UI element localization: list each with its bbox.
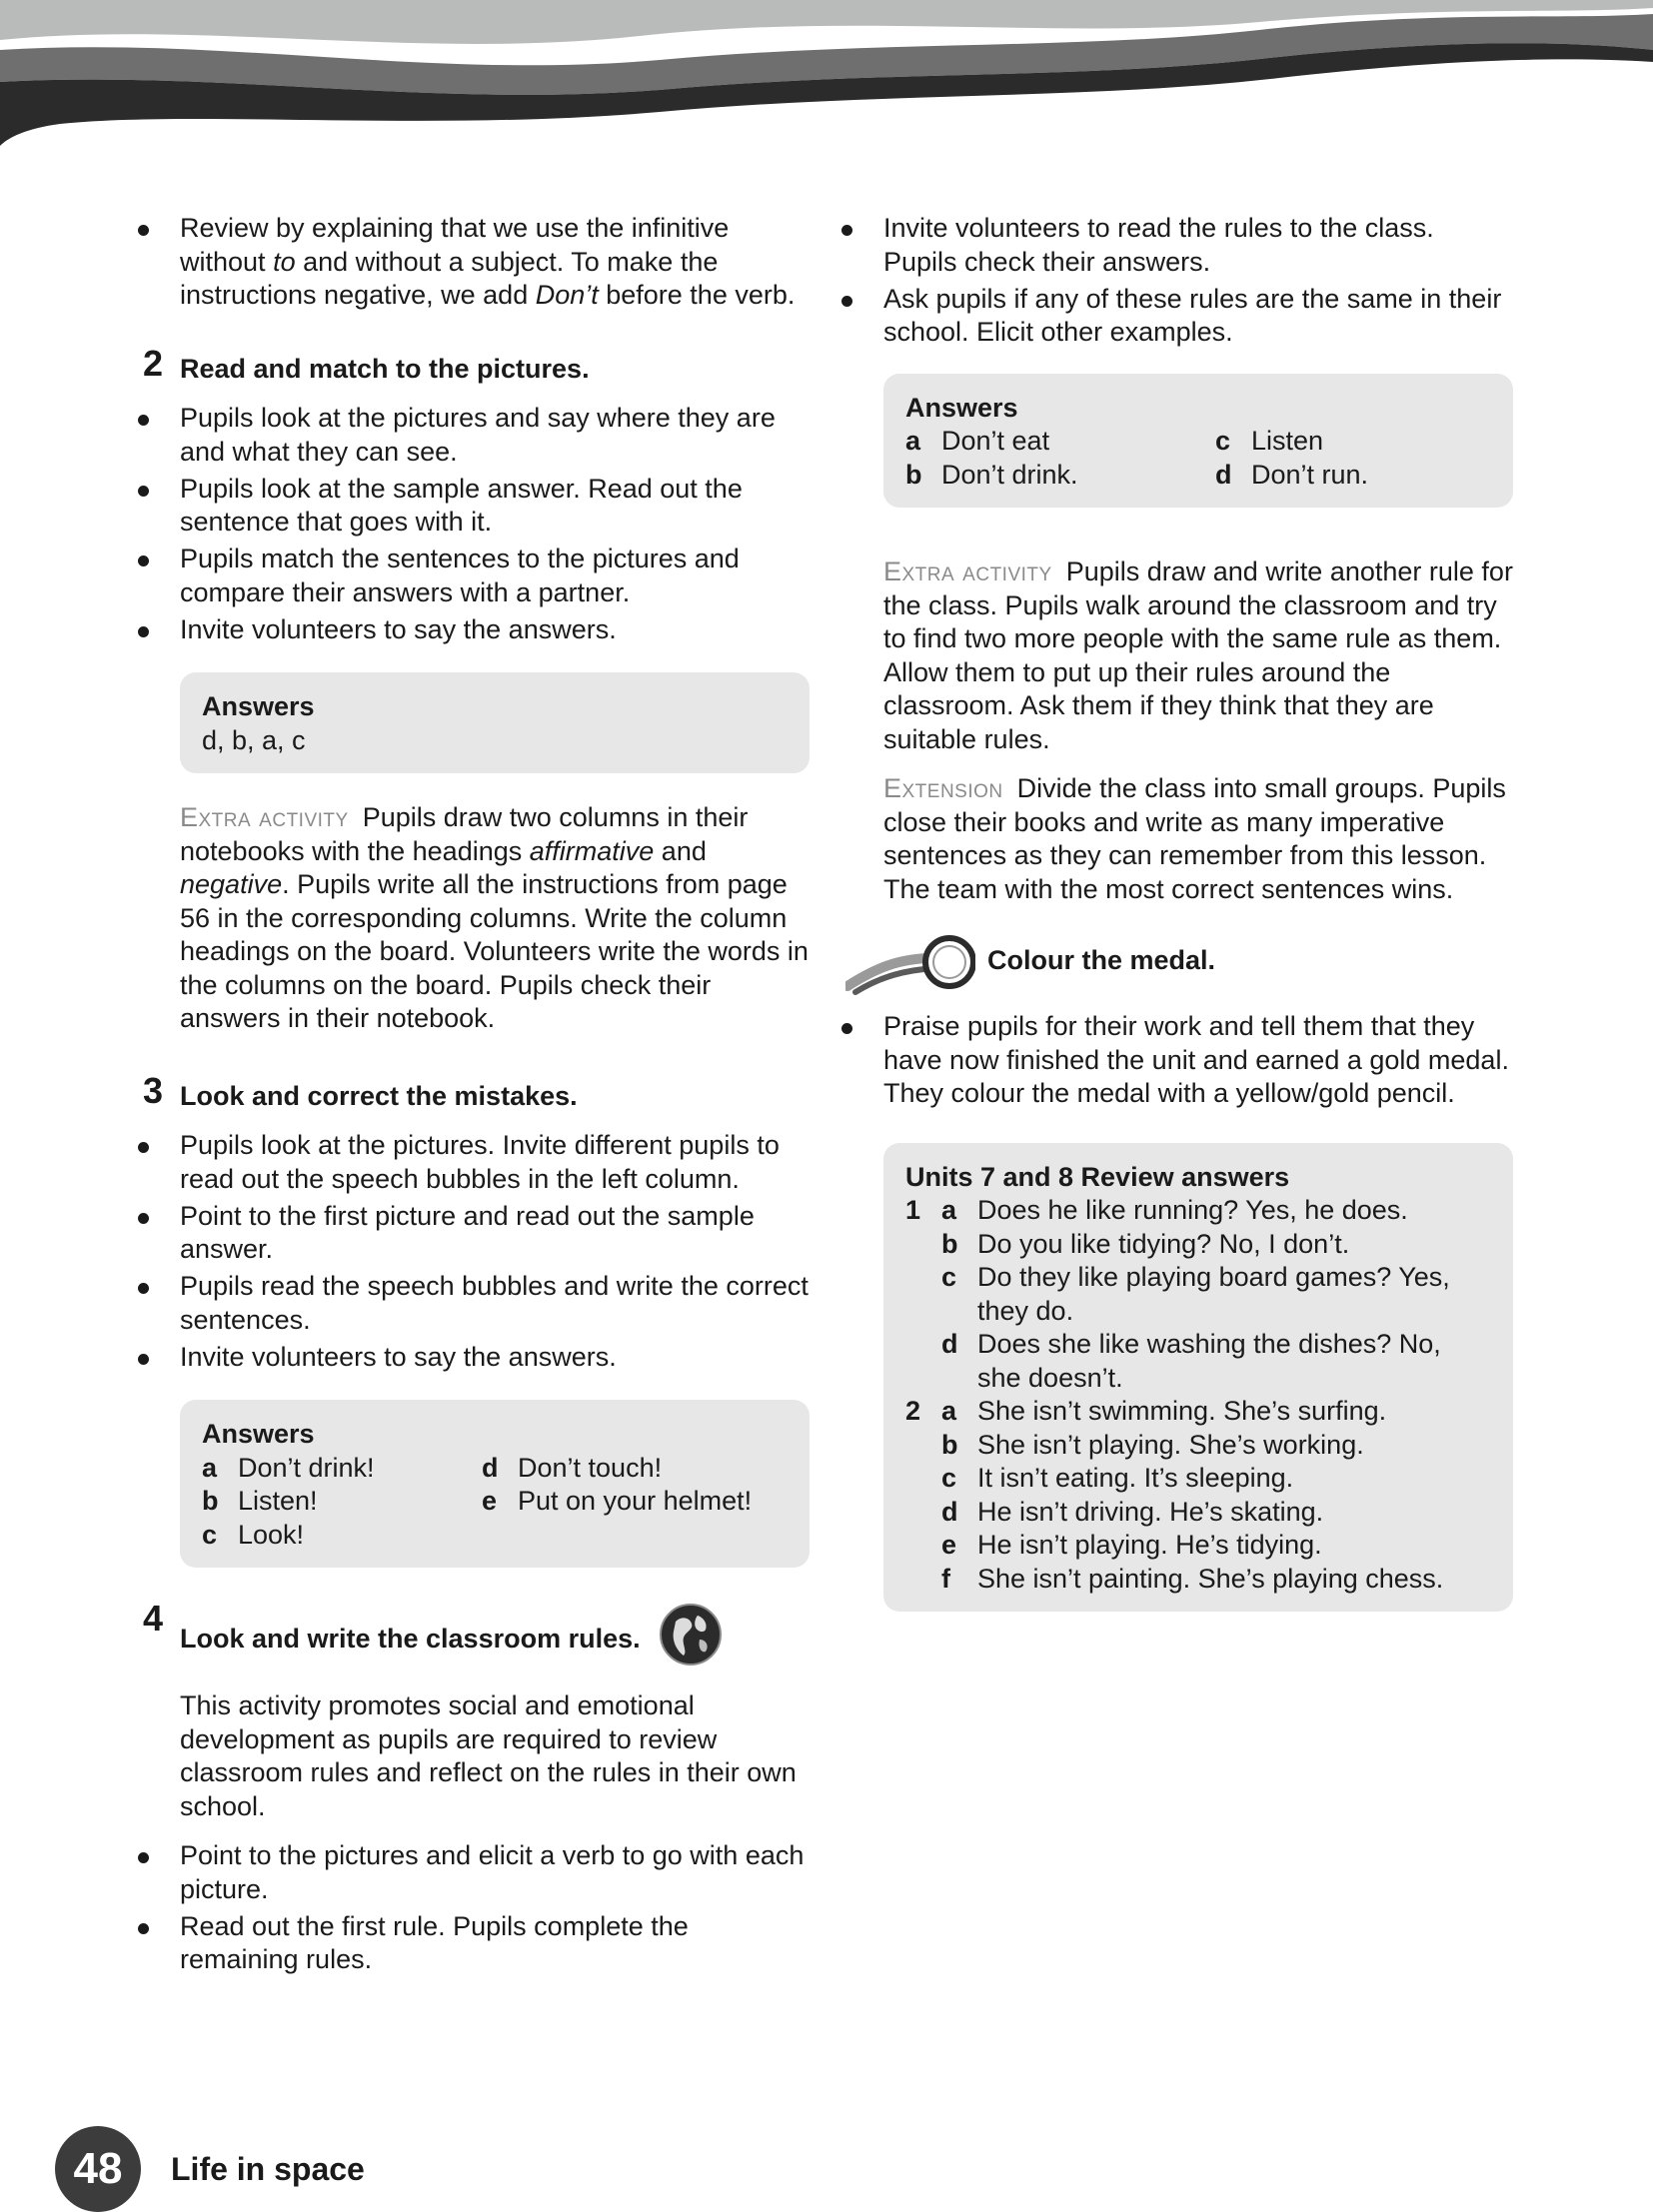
extra-activity-tag: Extra activity: [180, 802, 349, 832]
section-number: 2: [143, 342, 164, 384]
intro-bullet: Review by explaining that we use the infinitive without to and without a subject. To make the instructions negative, we add Don’t before the verb.: [180, 212, 810, 313]
medal-icon: [845, 928, 975, 998]
answers-grid: [905, 425, 1491, 492]
review-row: 2 a She isn’t swimming. She’s surfing.: [905, 1396, 1387, 1426]
extra-activity-tag: Extra activity: [883, 556, 1052, 586]
right-top-bullets: [883, 212, 1513, 350]
review-row: c Do they like playing board games? Yes, they do.: [941, 1262, 1450, 1326]
section-title: Read and match to the pictures.: [180, 353, 590, 384]
list-item: Pupils match the sentences to the pictures and compare their answers with a partner.: [180, 543, 810, 609]
list-item: Invite volunteers to say the answers.: [180, 1341, 810, 1375]
extension-paragraph: Extension Divide the class into small groups. Pupils close their books and write as many imperative sentences as they can remember from this lesson. The team with the most correct sentences wins.: [883, 773, 1506, 904]
review-row: d Does she like washing the dishes? No, she doesn’t.: [941, 1329, 1441, 1393]
unit-title: Life in space: [171, 2151, 365, 2187]
review-row: b She isn’t playing. She’s working.: [941, 1429, 1364, 1460]
answer-item: d Don’t run.: [1215, 459, 1369, 490]
medal-heading: [883, 932, 1513, 1002]
answer-item: a Don’t eat: [905, 426, 1050, 456]
list-item: Pupils look at the pictures and say where they are and what they can see.: [180, 402, 810, 469]
answers-title: Answers: [905, 392, 1018, 423]
review-row: c It isn’t eating. It’s sleeping.: [941, 1463, 1294, 1493]
answer-item: b Listen!: [202, 1486, 318, 1516]
medal-title: Colour the medal.: [987, 945, 1216, 975]
answer-item: a Don’t drink!: [202, 1452, 375, 1483]
section-4-intro: This activity promotes social and emotional development as pupils are required to review classroom rules and reflect on the rules in their own school.: [180, 1690, 797, 1821]
answers-grid: [202, 1452, 788, 1553]
answers-text: d, b, a, c: [202, 724, 306, 755]
globe-icon: [658, 1602, 724, 1667]
section-2-heading: [143, 342, 810, 387]
list-item: Praise pupils for their work and tell them that they have now finished the unit and earned a gold medal. They colour the medal with a yellow/gold pencil.: [883, 1010, 1513, 1111]
page-number: 48: [55, 2126, 141, 2212]
review-row: d He isn’t driving. He’s skating.: [941, 1496, 1324, 1527]
list-item: Pupils read the speech bubbles and write the correct sentences.: [180, 1270, 810, 1337]
review-answers-box: [883, 1143, 1513, 1613]
answer-item: b Don’t drink.: [905, 459, 1078, 490]
extension-tag: Extension: [883, 773, 1003, 803]
section-4-bullets: [180, 1839, 810, 1977]
section-number: 4: [143, 1598, 164, 1639]
list-item: Pupils look at the sample answer. Read out the sentence that goes with it.: [180, 473, 810, 540]
wave-banner: [0, 0, 1653, 160]
answers-title: Answers: [202, 1419, 315, 1449]
section-4-heading: [143, 1598, 810, 1673]
review-title: Units 7 and 8 Review answers: [905, 1161, 1290, 1192]
review-row: b Do you like tidying? No, I don’t.: [941, 1228, 1350, 1259]
list-item: Point to the first picture and read out the sample answer.: [180, 1200, 810, 1267]
list-item: Point to the pictures and elicit a verb to go with each picture.: [180, 1839, 810, 1906]
list-item: Invite volunteers to read the rules to the class. Pupils check their answers.: [883, 212, 1513, 279]
right-column: [883, 212, 1513, 1640]
section-title: Look and correct the mistakes.: [180, 1080, 578, 1111]
answer-item: d Don’t touch!: [482, 1452, 663, 1483]
intro-bullets: [180, 212, 810, 313]
answer-item: c Listen: [1215, 426, 1324, 456]
list-item: Read out the first rule. Pupils complete the remaining rules.: [180, 1910, 810, 1977]
extra-activity-paragraph: Extra activity Pupils draw two columns in their notebooks with the headings affirmative and negative. Pupils write all the instructions from page 56 in the corresponding columns. Write the column headings on the board. Volunteers write the words in the columns on the board. Pupils check their answers in their notebook.: [180, 802, 809, 1033]
medal-bullets: [883, 1010, 1513, 1111]
list-item: Ask pupils if any of these rules are the same in their school. Elicit other examples.: [883, 283, 1513, 350]
answer-item: c Look!: [202, 1519, 305, 1550]
review-list: [905, 1194, 1491, 1596]
answers-title: Answers: [202, 691, 315, 721]
section-number: 3: [143, 1069, 164, 1111]
answers-box-2: [180, 672, 810, 773]
section-3-bullets: [180, 1129, 810, 1374]
section-title: Look and write the classroom rules.: [180, 1624, 641, 1655]
review-row: e He isn’t playing. He’s tidying.: [941, 1530, 1322, 1560]
answer-item: e Put on your helmet!: [482, 1486, 753, 1516]
section-2-bullets: [180, 402, 810, 646]
extra-activity-paragraph: Extra activity Pupils draw and write another rule for the class. Pupils walk around the classroom and try to find two more people with the same rule as them. Allow them to put up their rules around the classroom. Ask them if they think that they are suitable rules.: [883, 556, 1513, 754]
list-item: Invite volunteers to say the answers.: [180, 613, 810, 647]
list-item: Pupils look at the pictures. Invite different pupils to read out the speech bubbles in the left column.: [180, 1129, 810, 1196]
section-3-heading: [143, 1069, 810, 1114]
answers-box-3: [180, 1400, 810, 1568]
review-row: f She isn’t painting. She’s playing chess.: [941, 1563, 1444, 1594]
review-row: 1 a Does he like running? Yes, he does.: [905, 1195, 1408, 1225]
left-column: [143, 212, 810, 1980]
answers-box-4: [883, 374, 1513, 509]
